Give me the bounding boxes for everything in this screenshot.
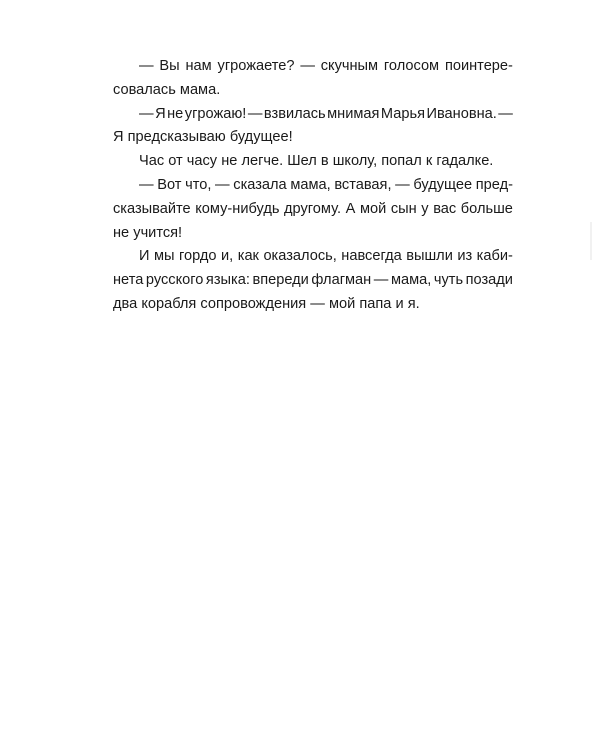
word: взвилась (263, 105, 326, 122)
word: позади (465, 272, 513, 289)
word: Ивановна. (426, 105, 497, 122)
text-line (113, 269, 513, 293)
word: сын (390, 200, 417, 217)
word: и, (221, 248, 234, 265)
word: я. (407, 295, 420, 312)
text-line (113, 174, 513, 198)
word: мнимая (327, 105, 380, 122)
word: оказалось, (263, 248, 337, 265)
word: гордо (179, 248, 217, 265)
word: скучным (320, 58, 379, 74)
word: — (373, 272, 389, 289)
word: русского (145, 272, 204, 289)
word: больше (460, 200, 513, 217)
word: мама, (390, 272, 432, 289)
word: часу (186, 153, 218, 170)
text-line (113, 103, 513, 127)
text-line (113, 55, 513, 79)
word: не (167, 105, 184, 122)
word: гадалке. (436, 153, 494, 170)
text-line (113, 79, 513, 103)
word: А (345, 200, 356, 217)
word: — (215, 176, 230, 193)
word: предсказываю (127, 129, 226, 146)
word: будущее! (229, 129, 293, 146)
word: не (221, 153, 238, 170)
text-line (113, 198, 513, 222)
word: и (395, 295, 404, 312)
word: — (139, 58, 154, 74)
word: нам (185, 58, 212, 74)
word: вставая, (334, 176, 392, 193)
word: сказала (233, 176, 287, 193)
word: поинтере- (444, 58, 513, 74)
word: навсегда (341, 248, 402, 265)
word: к (425, 153, 433, 170)
word: впереди (252, 272, 309, 289)
word: совалась (113, 81, 176, 98)
word: — (139, 105, 154, 122)
word: как (237, 248, 259, 265)
word: вас (433, 200, 457, 217)
word: школу, (332, 153, 378, 170)
word: в (320, 153, 329, 170)
word: два (113, 295, 138, 312)
word: — (247, 105, 263, 122)
word: языка: (205, 272, 250, 289)
word: корабля (141, 295, 197, 312)
text-line (113, 126, 513, 150)
word: пред- (475, 176, 513, 193)
word: папа (359, 295, 392, 312)
word: легче. (241, 153, 284, 170)
word: — (395, 176, 410, 193)
word: кому-нибудь (195, 200, 280, 217)
word: мама. (179, 81, 221, 98)
word: угрожаю! (184, 105, 247, 122)
word: каби- (476, 248, 513, 265)
word: — (498, 105, 513, 122)
text-line (113, 150, 513, 174)
word: Вы (159, 58, 180, 74)
word: что, (185, 176, 212, 193)
word: угрожаете? (217, 58, 295, 74)
word: чуть (433, 272, 464, 289)
text-line (113, 293, 513, 317)
word: Я (113, 129, 124, 146)
word: И (139, 248, 150, 265)
word: учится! (133, 224, 183, 241)
word: сказывайте (113, 200, 191, 217)
word: сопровождения (200, 295, 307, 312)
word: мой (328, 295, 356, 312)
text-line (113, 245, 513, 269)
word: из (457, 248, 473, 265)
word: Вот (157, 176, 182, 193)
word: от (168, 153, 183, 170)
word: другому. (284, 200, 342, 217)
word: флагман (311, 272, 372, 289)
word: Марья (380, 105, 425, 122)
text-line (113, 222, 513, 246)
word: мама, (290, 176, 331, 193)
word: вышли (406, 248, 453, 265)
word: у (421, 200, 429, 217)
word: нета (113, 272, 144, 289)
page-edge-shadow (590, 222, 592, 260)
word: — (139, 176, 154, 193)
word: — (300, 58, 315, 74)
word: не (113, 224, 130, 241)
word: голосом (383, 58, 440, 74)
word: Я (155, 105, 166, 122)
word: Шел (287, 153, 317, 170)
word: Час (139, 153, 165, 170)
word: мы (153, 248, 175, 265)
page-text (113, 55, 513, 317)
word: будущее (413, 176, 473, 193)
word: — (310, 295, 325, 312)
word: попал (381, 153, 422, 170)
word: мой (359, 200, 387, 217)
